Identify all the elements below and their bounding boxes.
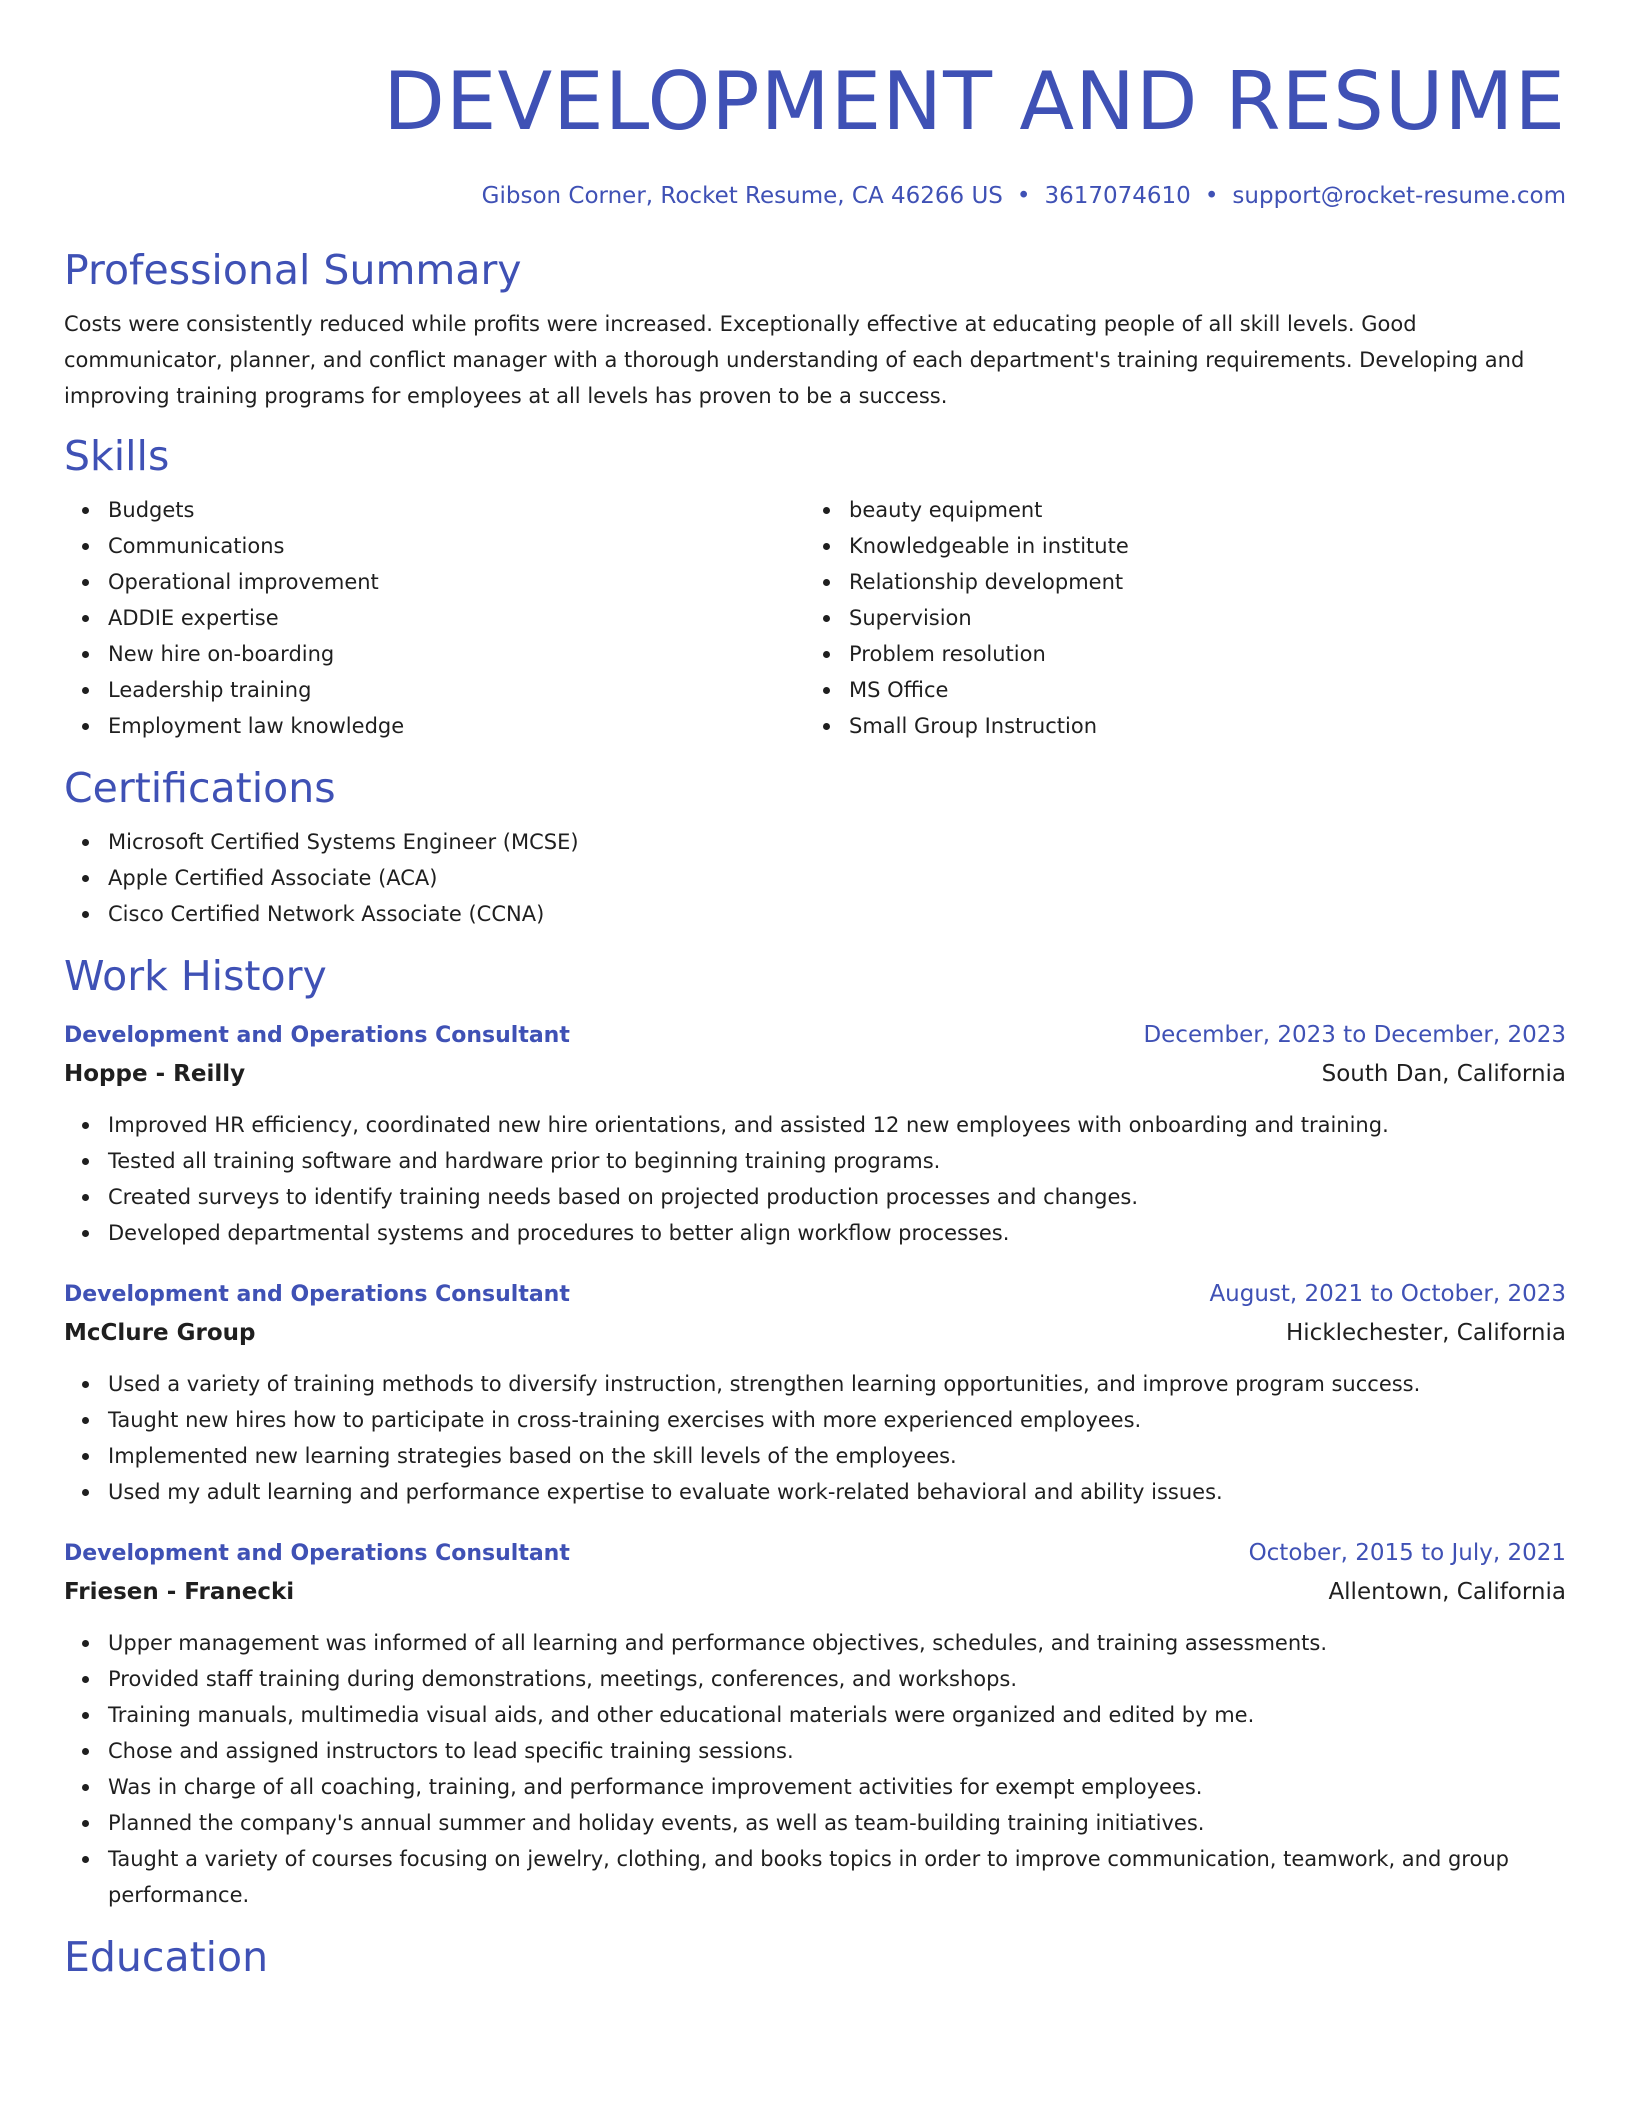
job-title: Development and Operations Consultant: [64, 1541, 570, 1566]
skills-list-right: [805, 492, 1546, 744]
job-duty: Training manuals, multimedia visual aids, and other educational materials were organized and edited by me.: [108, 1697, 1566, 1733]
job-title-row: [64, 1534, 1566, 1573]
certification-item: Cisco Certified Network Associate (CCNA): [108, 896, 1566, 932]
skill-item: Supervision: [849, 600, 1546, 636]
contact-separator: •: [1016, 183, 1031, 209]
certification-item: Apple Certified Associate (ACA): [108, 860, 1566, 896]
skill-item: Problem resolution: [849, 636, 1546, 672]
job-duty: Implemented new learning strategies based on the skill levels of the employees.: [108, 1438, 1566, 1474]
job-duty: Developed departmental systems and procedures to better align workflow processes.: [108, 1215, 1566, 1251]
skill-item: Employment law knowledge: [108, 708, 805, 744]
job-title-row: [64, 1016, 1566, 1055]
skills-column-left: [64, 492, 805, 744]
resume-header: [64, 0, 1566, 212]
resume-page: [64, 0, 1566, 1983]
skill-item: New hire on-boarding: [108, 636, 805, 672]
job-duty: Upper management was informed of all learning and performance objectives, schedules, and training assessments.: [108, 1625, 1566, 1661]
work-history-heading: Work History: [64, 952, 327, 1000]
certifications-list: [64, 824, 1566, 932]
job-title-row: [64, 1275, 1566, 1314]
skills-heading: Skills: [64, 432, 170, 480]
education-heading: Education: [64, 1933, 269, 1981]
work-history-section: [64, 950, 1566, 1913]
job-duties-list: [64, 1107, 1566, 1251]
job-company: Hoppe - Reilly: [64, 1061, 246, 1087]
job-location: Hicklechester, California: [1285, 1320, 1566, 1346]
job-duty: Used a variety of training methods to diversify instruction, strengthen learning opportunities, and improve program success.: [108, 1366, 1566, 1402]
job-duty: Chose and assigned instructors to lead specific training sessions.: [108, 1733, 1566, 1769]
job-company-row: [64, 1573, 1566, 1611]
contact-email[interactable]: support@rocket-resume.com: [1232, 183, 1566, 209]
job-duties-list: [64, 1625, 1566, 1913]
certifications-heading: Certifications: [64, 764, 336, 812]
job-duty: Was in charge of all coaching, training, and performance improvement activities for exempt employees.: [108, 1769, 1566, 1805]
skills-column-right: [805, 492, 1546, 744]
skill-item: Leadership training: [108, 672, 805, 708]
job-title: Development and Operations Consultant: [64, 1023, 570, 1048]
job-dates: December, 2023 to December, 2023: [1143, 1022, 1566, 1048]
skill-item: Budgets: [108, 492, 805, 528]
contact-phone: 3617074610: [1044, 183, 1191, 209]
job-company-row: [64, 1055, 1566, 1093]
contact-line: [64, 180, 1566, 212]
job-company: McClure Group: [64, 1320, 256, 1346]
job-company: Friesen - Franecki: [64, 1579, 295, 1605]
contact-separator: •: [1204, 183, 1219, 209]
contact-address: Gibson Corner, Rocket Resume, CA 46266 US: [481, 183, 1003, 209]
job-duty: Taught new hires how to participate in cross-training exercises with more experienced employees.: [108, 1402, 1566, 1438]
job-company-row: [64, 1314, 1566, 1352]
skill-item: MS Office: [849, 672, 1546, 708]
skills-grid: [64, 492, 1566, 744]
skills-section: [64, 430, 1566, 744]
skill-item: ADDIE expertise: [108, 600, 805, 636]
job-location: South Dan, California: [1321, 1061, 1566, 1087]
skill-item: Communications: [108, 528, 805, 564]
job-entry: [64, 1016, 1566, 1251]
job-location: Allentown, California: [1328, 1579, 1566, 1605]
job-dates: August, 2021 to October, 2023: [1209, 1281, 1566, 1307]
summary-heading: Professional Summary: [64, 246, 522, 294]
summary-text: Costs were consistently reduced while profits were increased. Exceptionally effective at educating people of all skill levels. Good communicator, planner, and conflict manager with a thorough understanding of each department's training requirements. Developing and improving training programs for employees at all levels has proven to be a success.: [64, 312, 1525, 408]
skill-item: beauty equipment: [849, 492, 1546, 528]
skills-list-left: [64, 492, 805, 744]
job-duty: Taught a variety of courses focusing on jewelry, clothing, and books topics in order to improve communication, teamwork, and group performance.: [108, 1841, 1566, 1913]
education-section: [64, 1931, 1566, 1983]
job-duty: Provided staff training during demonstrations, meetings, conferences, and workshops.: [108, 1661, 1566, 1697]
job-duties-list: [64, 1366, 1566, 1510]
job-title: Development and Operations Consultant: [64, 1282, 570, 1307]
skill-item: Operational improvement: [108, 564, 805, 600]
summary-section: [64, 244, 1566, 414]
job-duty: Improved HR efficiency, coordinated new hire orientations, and assisted 12 new employees with onboarding and training.: [108, 1107, 1566, 1143]
job-duty: Used my adult learning and performance expertise to evaluate work-related behavioral and ability issues.: [108, 1474, 1566, 1510]
job-entry: [64, 1275, 1566, 1510]
job-duty: Planned the company's annual summer and holiday events, as well as team-building training initiatives.: [108, 1805, 1566, 1841]
skill-item: Small Group Instruction: [849, 708, 1546, 744]
resume-name: DEVELOPMENT AND RESUME: [383, 55, 1566, 148]
job-duty: Created surveys to identify training needs based on projected production processes and changes.: [108, 1179, 1566, 1215]
skill-item: Relationship development: [849, 564, 1546, 600]
job-dates: October, 2015 to July, 2021: [1248, 1540, 1566, 1566]
certification-item: Microsoft Certified Systems Engineer (MCSE): [108, 824, 1566, 860]
skill-item: Knowledgeable in institute: [849, 528, 1546, 564]
certifications-section: [64, 762, 1566, 932]
job-entry: [64, 1534, 1566, 1913]
job-duty: Tested all training software and hardware prior to beginning training programs.: [108, 1143, 1566, 1179]
